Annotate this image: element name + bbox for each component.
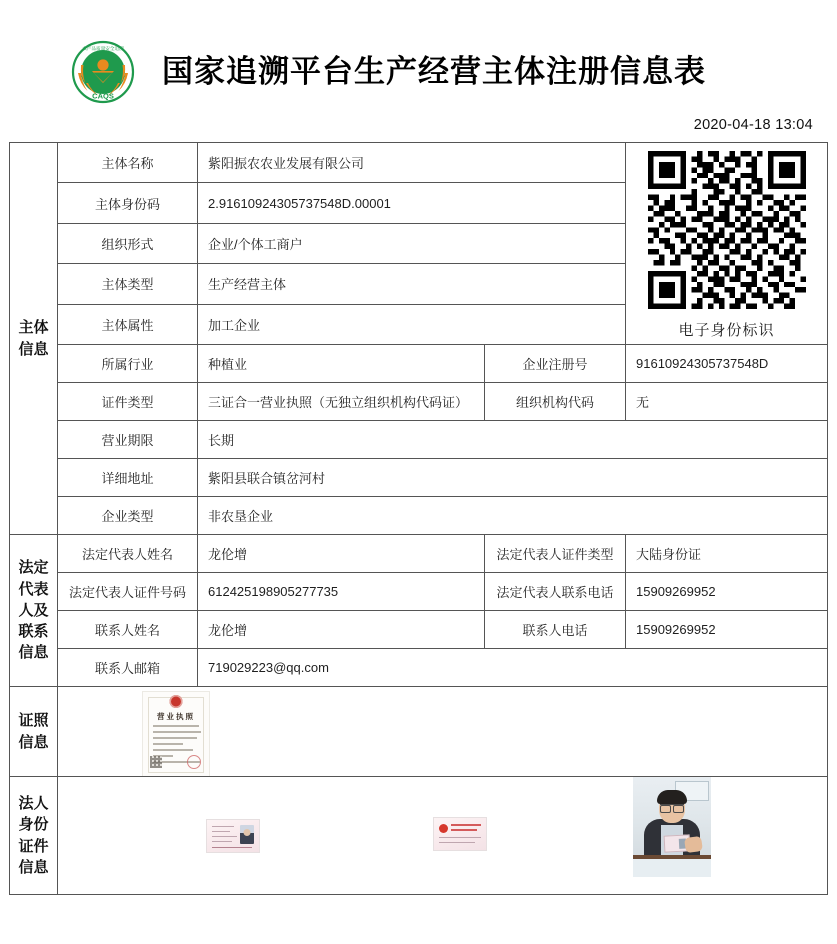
table-row [10,459,828,497]
field-value: 15909269952 [626,573,828,611]
field-label: 法定代表人联系电话 [485,573,626,611]
license-emblem-icon [170,695,183,708]
field-value: 紫阳振农农业发展有限公司 [198,143,626,183]
field-value: 龙伦增 [198,611,485,649]
svg-text:CAQS: CAQS [92,91,114,101]
field-value: 无 [626,383,828,421]
svg-text:农产品质量安全追溯: 农产品质量安全追溯 [82,46,124,51]
field-value: 大陆身份证 [626,535,828,573]
table-row [10,687,828,777]
field-label: 营业期限 [58,421,198,459]
license-red-stamp-icon [187,755,201,769]
qr-caption: 电子身份标识 [678,322,775,339]
id-attachments-cell [58,777,828,895]
electronic-id-qr-cell [626,143,828,345]
page-header [0,0,837,108]
qr-code-icon [648,151,806,309]
field-value: 企业/个体工商户 [198,223,626,263]
report-timestamp: 2020-04-18 13:04 [693,117,813,133]
field-value: 612425198905277735 [198,573,485,611]
field-value: 15909269952 [626,611,828,649]
field-value: 91610924305737548D [626,345,828,383]
field-label: 详细地址 [58,459,198,497]
section-label-license-info: 证照信息 [10,687,58,777]
table-row [10,573,828,611]
field-value: 紫阳县联合镇岔河村 [198,459,828,497]
field-value: 长期 [198,421,828,459]
field-label: 组织形式 [58,223,198,263]
table-row [10,649,828,687]
field-value: 719029223@qq.com [198,649,828,687]
section-label-id-info: 法人身份证件信息 [10,777,58,895]
table-row [10,611,828,649]
field-label: 联系人邮箱 [58,649,198,687]
license-thumb-title: 营业执照 [157,712,195,721]
national-emblem-icon [439,824,448,833]
field-value: 2.91610924305737548D.00001 [198,183,626,223]
field-label: 企业注册号 [485,345,626,383]
field-value: 加工企业 [198,304,626,344]
section-label-entity-info: 主体信息 [10,143,58,535]
table-row [10,345,828,383]
page-title: 国家追溯平台生产经营主体注册信息表 [162,53,706,89]
table-row [10,777,828,895]
registration-table [9,142,828,895]
legal-person-holding-id-photo[interactable] [633,777,711,877]
field-label: 法定代表人证件号码 [58,573,198,611]
license-qr-icon [150,756,162,768]
field-label: 联系人电话 [485,611,626,649]
field-label: 主体属性 [58,304,198,344]
field-label: 证件类型 [58,383,198,421]
field-label: 法定代表人姓名 [58,535,198,573]
section-label-legal-rep-info: 法定代表人及联系信息 [10,535,58,687]
field-label: 组织机构代码 [485,383,626,421]
field-value: 非农垦企业 [198,497,828,535]
table-row [10,497,828,535]
table-row [10,143,828,183]
field-value: 生产经营主体 [198,264,626,304]
field-label: 企业类型 [58,497,198,535]
field-label: 主体身份码 [58,183,198,223]
id-portrait-icon [240,825,254,844]
id-card-back-thumbnail[interactable] [433,817,487,851]
field-value: 龙伦增 [198,535,485,573]
field-label: 所属行业 [58,345,198,383]
license-attachment-cell [58,687,828,777]
business-license-thumbnail[interactable] [142,691,210,777]
field-label: 主体名称 [58,143,198,183]
table-row [10,383,828,421]
field-value: 三证合一营业执照（无独立组织机构代码证） [198,383,485,421]
field-label: 法定代表人证件类型 [485,535,626,573]
field-label: 联系人姓名 [58,611,198,649]
table-row [10,421,828,459]
field-label: 主体类型 [58,264,198,304]
table-row [10,535,828,573]
field-value: 种植业 [198,345,485,383]
id-card-front-thumbnail[interactable] [206,819,260,853]
caqs-logo-icon [70,39,136,105]
